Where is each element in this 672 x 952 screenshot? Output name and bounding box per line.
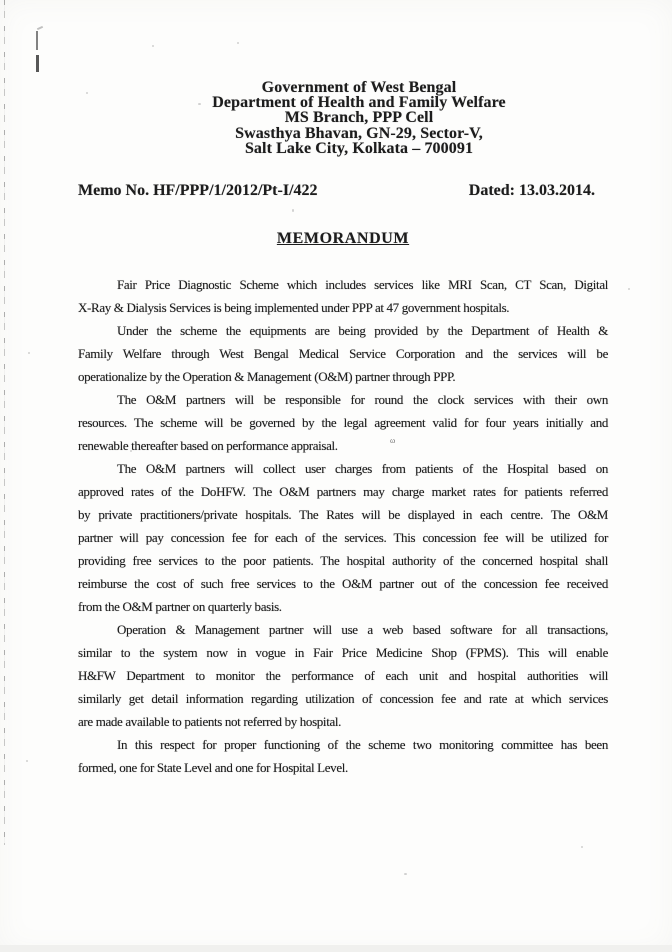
- body-line-p5-l3: H&FW Department to monitor the performance of each unit and hospital authorities will: [78, 668, 608, 684]
- body-line-p4-l2: approved rates of the DoHFW. The O&M partners may charge market rates for patients referred: [78, 484, 608, 500]
- body-line-p2-l2: Family Welfare through West Bengal Medical Service Corporation and the services will be: [78, 346, 608, 362]
- letterhead-line-city: Salt Lake City, Kolkata – 700091: [244, 139, 474, 157]
- document-title-wrap: [78, 229, 608, 248]
- memo-number: Memo No. HF/PPP/1/2012/Pt-I/422: [78, 182, 318, 200]
- body-line-p5-l1: Operation & Management partner will use a web based software for all transactions,: [117, 622, 608, 638]
- body-line-p4-l6: reimburse the cost of such free services to the O&M partner out of the concession fee received: [78, 576, 608, 592]
- document-title: MEMORANDUM: [276, 230, 410, 248]
- body-line-p3-l3: renewable thereafter based on performance appraisal.: [78, 438, 338, 454]
- body-line-p6-l2: formed, one for State Level and one for Hospital Level.: [78, 760, 348, 776]
- letterhead-line-government: Government of West Bengal: [261, 79, 457, 96]
- letterhead: [94, 80, 624, 156]
- scanner-bottom-strip: [0, 945, 672, 952]
- body-line-p6-l1: In this respect for proper functioning of the scheme two monitoring committee has been: [117, 737, 608, 753]
- body-line-p4-l7: from the O&M partner on quarterly basis.: [78, 599, 282, 615]
- body-line-p3-l2: resources. The scheme will be governed by the legal agreement valid for four years initially and: [78, 415, 608, 431]
- body-line-p4-l5: providing free services to the poor patients. The hospital authority of the concerned hospital shall: [78, 553, 608, 569]
- body-line-p2-l1: Under the scheme the equipments are being provided by the Department of Health &: [117, 323, 608, 339]
- ink-artifact: ω: [390, 436, 396, 445]
- body-line-p1-l1: Fair Price Diagnostic Scheme which includes services like MRI Scan, CT Scan, Digital: [117, 277, 608, 293]
- letterhead-line-address: Swasthya Bhavan, GN-29, Sector-V,: [235, 124, 483, 142]
- memo-body: [78, 273, 608, 779]
- letterhead-line-department: Department of Health and Family Welfare: [212, 94, 506, 112]
- body-line-p1-l2: X-Ray & Dialysis Services is being implemented under PPP at 47 government hospitals.: [78, 300, 510, 316]
- body-line-p5-l5: are made available to patients not referred by hospital.: [78, 714, 342, 730]
- memo-date: Dated: 13.03.2014.: [468, 182, 595, 200]
- scan-speck: [404, 873, 407, 875]
- body-line-p4-l3: by private practitioners/private hospitals. The Rates will be displayed in each centre. The O&M: [78, 507, 608, 523]
- letterhead-line-branch: MS Branch, PPP Cell: [284, 109, 434, 127]
- body-line-p3-l1: The O&M partners will be responsible for round the clock services with their own: [117, 392, 608, 408]
- scan-speck: [581, 846, 583, 848]
- body-line-p5-l2: similar to the system now in vogue in Fair Price Medicine Shop (FPMS). This will enable: [78, 645, 608, 661]
- body-line-p4-l1: The O&M partners will collect user charges from patients of the Hospital based on: [117, 461, 608, 477]
- body-line-p5-l4: similarly get detail information regarding utilization of concession fee and rate at which services: [78, 691, 608, 707]
- body-line-p4-l4: partner will pay concession fee for each of the services. This concession fee will be utilized for: [78, 530, 608, 546]
- memo-reference-row: [78, 181, 608, 200]
- body-line-p2-l3: operationalize by the Operation & Management (O&M) partner through PPP.: [78, 369, 456, 385]
